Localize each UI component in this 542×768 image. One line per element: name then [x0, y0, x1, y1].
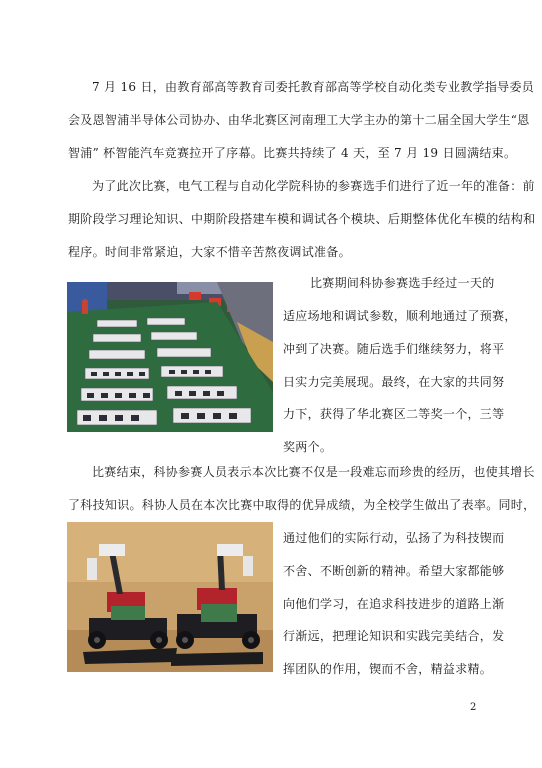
- paragraph-2-line-1: 为了此次比赛，电气工程与自动化学院科协的参赛选手们进行了近一年的准备：前: [92, 179, 535, 193]
- paragraph-1-line-2: 会及恩智浦半导体公司协办、由华北赛区河南理工大学主办的第十二届全国大学生“恩: [68, 113, 530, 127]
- paragraph-1-line-3: 智浦” 杯智能汽车竞赛拉开了序幕。比赛共持续了 4 天，至 7 月 19 日圆满结束。: [68, 146, 517, 160]
- paragraph-3-line-1: 比赛期间科协参赛选手经过一天的: [310, 276, 495, 290]
- paragraph-3-line-5: 力下，获得了华北赛区二等奖一个，三等: [283, 407, 505, 421]
- page-number: 2: [470, 702, 477, 713]
- paragraph-4-line-1: 比赛结束，科协参赛人员表示本次比赛不仅是一段难忘而珍贵的经历，也使其增长: [92, 465, 535, 479]
- paragraph-1-line-1: 7 月 16 日，由教育部高等教育司委托教育部高等学校自动化类专业教学指导委员: [92, 80, 535, 94]
- smart-cars-photo: [67, 522, 273, 672]
- competition-venue-photo: [67, 282, 273, 432]
- paragraph-4-line-4: 不舍、不断创新的精神。希望大家都能够: [283, 564, 505, 578]
- paragraph-3-line-2: 适应场地和调试参数，顺利地通过了预赛，: [283, 309, 517, 323]
- paragraph-2-line-2: 期阶段学习理论知识、中期阶段搭建车模和调试各个模块、后期整体优化车模的结构和: [68, 212, 536, 226]
- paragraph-3-line-6: 奖两个。: [283, 440, 333, 454]
- paragraph-4-line-2: 了科技知识。科协人员在本次比赛中取得的优异成绩，为全校学生做出了表率。同时，: [68, 498, 536, 512]
- paragraph-3-line-3: 冲到了决赛。随后选手们继续努力，将平: [283, 342, 505, 356]
- paragraph-2-line-3: 程序。时间非常紧迫，大家不惜辛苦熬夜调试准备。: [68, 245, 351, 259]
- paragraph-4-line-7: 挥团队的作用，锲而不舍，精益求精。: [283, 662, 493, 676]
- paragraph-4-line-5: 向他们学习，在追求科技进步的道路上渐: [283, 597, 505, 611]
- paragraph-3-line-4: 日实力完美展现。最终，在大家的共同努: [283, 375, 505, 389]
- paragraph-4-line-6: 行渐远，把理论知识和实践完美结合，发: [283, 629, 505, 643]
- paragraph-4-line-3: 通过他们的实际行动，弘扬了为科技锲而: [283, 531, 505, 545]
